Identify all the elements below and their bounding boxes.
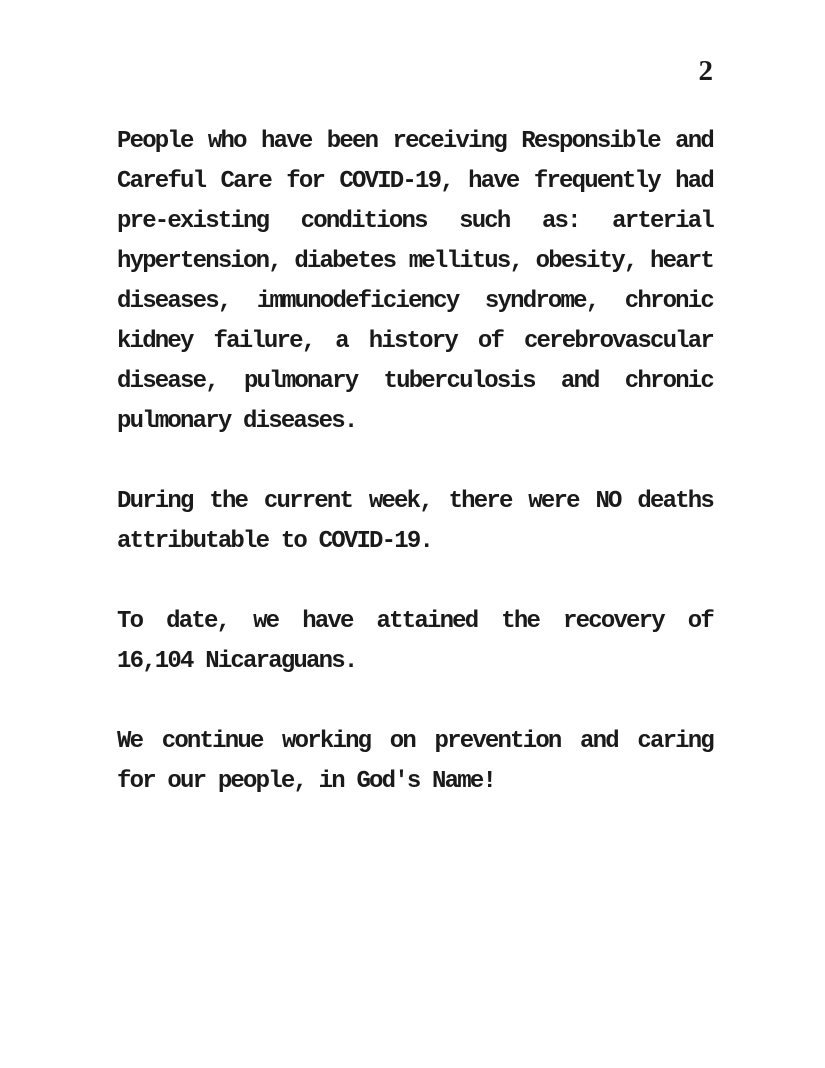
paragraph-closing: We continue working on prevention and caring for our people, in God's Name!: [117, 728, 713, 795]
document-body: [117, 122, 713, 802]
paragraph-no-deaths: During the current week, there were NO deaths attributable to COVID-19.: [117, 488, 713, 555]
page-number: 2: [698, 55, 713, 87]
paragraph-recoveries: To date, we have attained the recovery of 16,104 Nicaraguans.: [117, 608, 713, 675]
paragraph-preexisting-conditions: People who have been receiving Responsible and Careful Care for COVID-19, have frequently had pre-existing conditions such as: arterial hypertension, diabetes mellitus, obesity, heart diseases, immunodeficiency syndrome, chronic kidney failure, a history of cerebrovascular disease, pulmonary tuberculosis and chronic pulmonary diseases.: [117, 128, 713, 435]
